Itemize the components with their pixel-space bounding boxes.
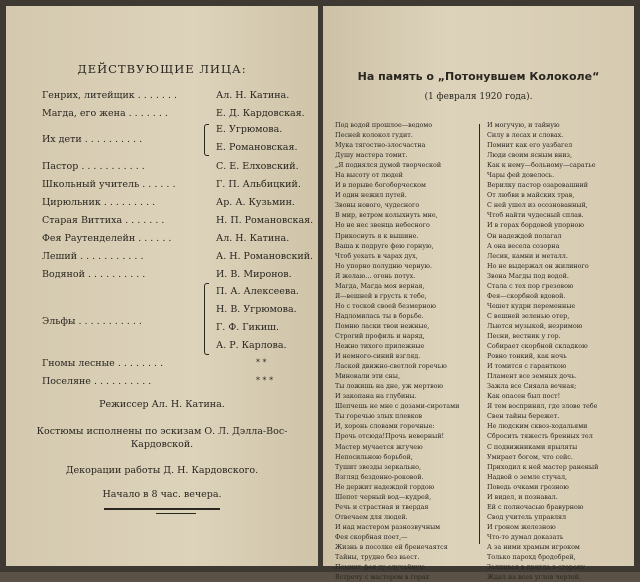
cast-actor: Г. Ф. Гикиш. [216,322,279,333]
poem-line: Фея—скорбной вдовой. [487,291,566,300]
poem-line: Надломилась ты в борьбе. [335,311,424,320]
poem-line: И томится с гаранткою [487,362,567,371]
poem-line: Ты ложишь на дне, уж мертвою [335,382,444,391]
poem-line: Чтоб уехать в чарах дух, [335,251,418,260]
poem-line: Мастер мучается жгучею [335,442,423,451]
poem-line: Чары фей довелось. [487,171,555,180]
poem-line: Под водой прошлое—ведомо [335,121,433,129]
poem-line: Не людским сквоз-ходальями [487,422,588,431]
poem-line: Ей с полночасью бравурною [487,502,584,511]
cast-role: Фея Раутенделейн . . . . . . [42,233,172,244]
cast-actor: Ар. А. Кузьмин. [216,197,295,208]
rule-top [104,508,220,510]
cast-actor: Е. Д. Кардовская. [216,108,305,119]
poem-line: Я желаю... огонь потух. [335,271,416,280]
brace [204,283,209,355]
poem-line: Лесик, камни и металл. [487,251,568,260]
poem-line: И закопана на глубины. [335,392,417,401]
poem-line: И, хоронь словами горечные: [335,422,435,431]
poem-line: Речь и страстная и твердая [335,502,429,511]
poem-title: На память о „Потонувшем Колоколе“ [357,70,600,83]
cast-role: Школьный учитель . . . . . . [42,179,176,190]
poem-line: С вешней зеленью отер, [487,311,570,320]
director-credit: Режиссер Ал. Н. Катина. [99,399,225,410]
poem-line: Звоны нового, чудесного [335,201,420,210]
poem-line: Встречу с мастером в горах [335,573,430,582]
poem-date: (1 февраля 1920 года). [424,92,533,102]
poem-line: И видел, и познавал. [487,492,558,501]
poem-line: Взгляд бездонно-роковой. [335,472,424,481]
cast-actor: Ал. Н. Катина. [216,233,290,244]
poem-line: Песни, вестник у гор. [487,331,561,340]
column-divider [479,124,480,544]
poem-line: Ваша к подруге фею горную, [335,241,434,250]
poem-line: Тушит звезды зеркально, [335,462,422,471]
poem-line: А за ними храмым игроком [487,542,580,551]
cast-actor: Г. П. Альбицкий. [216,179,301,190]
cast-title: ДЕЙСТВУЮЩИЕ ЛИЦА: [77,62,247,76]
poem-line: Свод учитель управлял [487,512,567,521]
poem-line: Жизнь в посолке ей бренечаятся [335,542,448,551]
poem-line: Зажла все Сияала вечная; [487,382,577,391]
poem-line: Только парохд бродобрей, [487,553,576,562]
cast-role: Водяной . . . . . . . . . . [42,269,146,280]
poem-line: Умирает богом, что сейс. [487,452,573,461]
cast-role: Поселяне . . . . . . . . . . [42,376,152,387]
poem-line: И над мастером разнозвучным [335,522,441,531]
poem-line: С подвижниками ярыляты [487,442,578,451]
poem-line: Но не нес звенца небесного [335,221,430,230]
cast-actor: * * [256,358,267,367]
poem-line: Пламент все земных дочь. [487,372,577,381]
poem-line: И немного-синий взгляд. [335,352,421,361]
poem-line: Прикоснуть я к вышине. [335,231,419,240]
poem-line: Но не выдержал он жилиного [487,261,589,270]
poem-line: Магда, Магда моя верная, [335,281,425,290]
cast-actor: Е. Угрюмова. [216,124,283,135]
poem-line: Не держит надеждой гордою [335,482,435,491]
poem-line: Непосильною борьбой, [335,452,413,461]
costumes-credit: Костюмы исполнены по эскизам О. Л. Дэлла-Вос-Кардовской. [36,426,288,450]
poem-line: Звона Магды под водой. [487,271,569,280]
poem-line: Миновали эти сны, [335,372,401,381]
cast-role: Их дети . . . . . . . . . . [42,134,143,145]
poem-line: Верилку пастор озаровашний [487,181,589,190]
poem-column-right [487,120,627,582]
poem-line: Льются музыкой, незримою [487,321,583,330]
poem-line: Чтоб найти чудесный сплав. [487,211,584,220]
poem-line: „Я поднялся думой творческой [335,161,442,170]
cast-role: Старая Виттиха . . . . . . . [42,215,165,226]
cast-role: Магда, его жена . . . . . . . [42,108,168,119]
poem-line: И гроном железною [487,522,556,531]
rule-bottom [156,513,196,514]
cast-role: Цирюльник . . . . . . . . . [42,197,156,208]
poem-line: Строгий профиль и наряд, [335,331,425,340]
cast-role: Гномы лесные . . . . . . . . [42,358,164,369]
poem-line: Душу мастера томит. [335,151,408,160]
cast-actor: И. В. Миронов. [216,269,292,280]
poem-line: Помнит как его уазбагел [487,141,573,150]
poem-line: Люди своим ясным вниз, [487,151,573,160]
poem-line: Помнит фея ту случайную [335,563,425,572]
poem-line: Нежно тихого прилежные [335,342,425,351]
poem-line: И в горах бордовой упорною [487,221,584,230]
poem-line: На высоту от людей [335,171,403,180]
cast-actor: П. А. Алексеева. [216,286,299,297]
cast-actor: А. Р. Карлова. [216,340,287,351]
poem-line: Но упорно полудню черную. [335,261,432,270]
poem-line: И один нежил путей. [335,191,407,200]
poem-line: А она весела созорна [487,241,560,250]
cast-role: Леший . . . . . . . . . . . [42,251,144,262]
poem-line: Шепчешь не мне с дозами-сиротами [335,402,460,411]
cast-actor: Ал. Н. Катина. [216,90,290,101]
poem-line: Поведь очками грозною [487,482,569,491]
decorations-credit: Декорации работы Д. Н. Кардовского. [65,465,259,476]
poem-line: Я—вешней в грусть к тебе, [335,291,427,300]
cast-actor: Н. В. Угрюмова. [216,304,297,315]
cast-role: Пастор . . . . . . . . . . . [42,161,145,172]
poem-line: Лаской движно-светлой горечью [335,362,447,371]
poem-line: Песней колокол гудит. [335,131,413,140]
poem-line: Залпивая в пригла в сторону, [487,563,587,572]
start-time: Начало в 8 час. вечера. [102,489,222,500]
poem-line: Отвечаем для людей. [335,512,408,521]
poem-line: Как к нему—больному—саратье [487,161,596,170]
poem-line: Свен тайны бережет. [487,412,560,421]
poem-line: Чешет кудри переменные [487,301,576,310]
poem-line: Собирает скорбной складкою [487,342,588,351]
poem-line: Как опасен был пост! [487,392,561,401]
poem-line: Мука тягостно-злосчастна [335,141,426,150]
cast-actor: Е. Романовская. [216,142,298,153]
poem-line: Что-то думал доказать [487,532,564,541]
brace [204,124,209,156]
poem-line: С ней ушел из осознованный, [487,201,588,210]
cast-actor: Н. П. Романовская. [216,215,314,226]
poem-line: От любви в майских трав, [487,191,575,200]
poem-line: Помню ласки твои нежные, [335,321,430,330]
poem-line: Стала с тех пор грезовою [487,281,574,290]
cast-role: Эльфы . . . . . . . . . . . [42,316,142,327]
poem-line: Прочь отсюда!Прочь неверный! [335,432,445,441]
poem-line: Силу в лесах и словах. [487,131,564,140]
cast-role: Генрих, литейщик . . . . . . . [42,90,178,101]
poem-line: Приходил к ней мастер раненый [487,462,599,471]
poem-line: Я тем воспринял, где злове тебе [487,402,598,411]
poem-line: Ровно тонкий, как ночь [487,352,567,361]
cast-actor: С. Е. Елховский. [216,161,299,172]
poem-line: И могучую, и тайную [487,121,560,129]
cast-actor: А. Н. Романовский. [216,251,314,262]
poem-page [323,6,634,582]
poem-column-left [335,120,475,582]
poem-line: Но с тоской своей безмерною [335,301,436,310]
poem-line: Надвой о земле стучал, [487,472,568,481]
cast-actor: * * * [256,376,274,385]
poem-line: Ты горечью злых плевков [335,412,423,421]
poem-line: Ждал на всех углов чертей. [487,573,582,582]
poem-line: Тайны, трудно без вьест. [335,553,420,562]
poem-line: Фея скорбная поет,— [335,532,408,541]
poem-line: Шепот черный вод—кудрей, [335,492,432,501]
poem-line: И в порыве богоборческом [335,181,427,190]
cast-page [6,6,318,566]
poem-line: Он надеждой полагал [487,231,562,240]
poem-line: В мир, ветром колыхнуть мне, [335,211,438,220]
poem-line: Сбросить тяжесть бренных тел [487,432,593,441]
